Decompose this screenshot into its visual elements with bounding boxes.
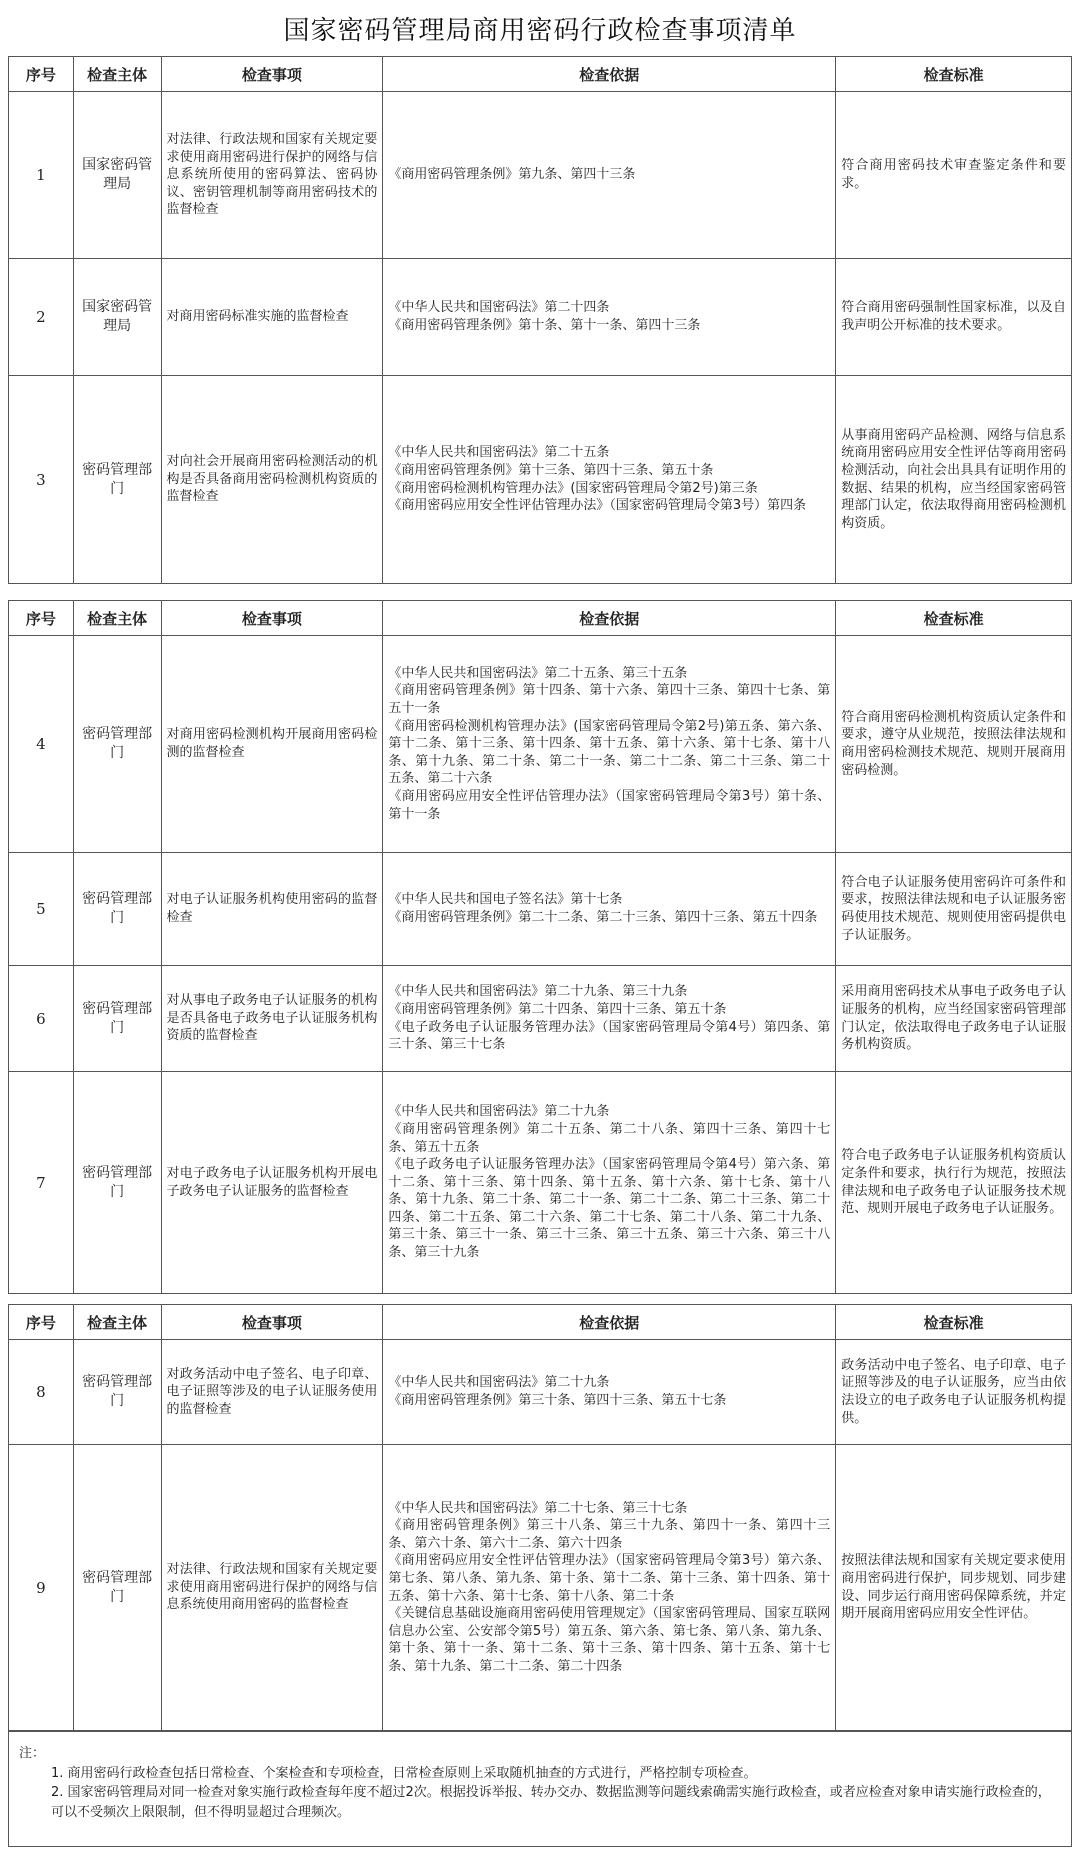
row-standard: 政务活动中电子签名、电子印章、电子证照等涉及的电子认证服务，应当由依法设立的电子政务电子认证服务机构提供。 xyxy=(836,1340,1072,1445)
row-standard: 按照法律法规和国家有关规定要求使用商用密码进行保护，同步规划、同步建设、同步运行商用密码保障系统，并定期开展商用密码应用安全性评估。 xyxy=(836,1445,1072,1731)
row-subject: 密码管理部门 xyxy=(73,1340,161,1445)
row-subject: 密码管理部门 xyxy=(73,1072,161,1294)
basis-line: 《关键信息基础设施商用密码使用管理规定》（国家密码管理局、国家互联网信息办公室、公安部令第5号）第五条、第六条、第七条、第八条、第九条、第十条、第十一条、第十二条、第十三条、第十四条、第十五条、第十七条、第十九条、第二十二条、第二十四条 xyxy=(388,1606,831,1674)
basis-line: 《商用密码管理条例》第十四条、第十六条、第四十三条、第四十七条、第五十一条 xyxy=(388,683,831,717)
row-seq: 3 xyxy=(9,376,74,584)
checklist-table-section-2 xyxy=(8,600,1072,1294)
basis-line: 《电子政务电子认证服务管理办法》（国家密码管理局令第4号）第六条、第十二条、第十三条、第十四条、第十五条、第十六条、第十七条、第十八条、第十九条、第二十条、第二十一条、第二十二条、第二十三条、第二十四条、第二十五条、第二十六条、第二十七条、第二十八条、第二十九条、第三十条、第三十一条、第三十三条、第三十五条、第三十六条、第三十八条、第三十九条 xyxy=(388,1157,831,1261)
row-basis xyxy=(383,92,836,259)
row-basis xyxy=(383,966,836,1072)
note-item: 2. 国家密码管理局对同一检查对象实施行政检查每年度不超过2次。根据投诉举报、转办交办、数据监测等问题线索确需实施行政检查，或者应检查对象申请实施行政检查的，可以不受频次上限限制，但不得明显超过合理频次。 xyxy=(51,1785,1051,1820)
row-standard: 符合商用密码强制性国家标准，以及自我声明公开标准的技术要求。 xyxy=(836,259,1072,376)
header-seq: 序号 xyxy=(9,57,74,92)
row-item: 对法律、行政法规和国家有关规定要求使用商用密码进行保护的网络与信息系统所使用的密码算法、密码协议、密钥管理机制等商用密码技术的监督检查 xyxy=(161,92,383,259)
table-row xyxy=(9,376,1072,584)
table-row xyxy=(9,853,1072,966)
basis-line: 《商用密码应用安全性评估管理办法》（国家密码管理局令第3号）第十条、第十一条 xyxy=(388,788,831,822)
row-subject: 国家密码管理局 xyxy=(73,92,161,259)
basis-line: 《中华人民共和国密码法》第二十五条 xyxy=(388,445,610,461)
header-standard: 检查标准 xyxy=(836,601,1072,636)
row-item: 对电子认证服务机构使用密码的监督检查 xyxy=(161,853,383,966)
basis-line: 《商用密码应用安全性评估管理办法》（国家密码管理局令第3号）第六条、第七条、第八条、第九条、第十条、第十二条、第十三条、第十四条、第十五条、第十六条、第十七条、第十八条、第二十条 xyxy=(388,1553,831,1604)
notes-box xyxy=(8,1731,1072,1847)
row-seq: 2 xyxy=(9,259,74,376)
table-row xyxy=(9,1340,1072,1445)
basis-line: 《商用密码检测机构管理办法》(国家密码管理局令第2号)第三条 xyxy=(388,480,758,496)
header-subject: 检查主体 xyxy=(73,1305,161,1340)
row-standard: 从事商用密码产品检测、网络与信息系统商用密码应用安全性评估等商用密码检测活动，向社会出具具有证明作用的数据、结果的机构，应当经国家密码管理部门认定，依法取得商用密码检测机构资质。 xyxy=(836,376,1072,584)
header-item: 检查事项 xyxy=(161,1305,383,1340)
row-seq: 8 xyxy=(9,1340,74,1445)
basis-line: 《商用密码管理条例》第十条、第十一条、第四十三条 xyxy=(388,318,701,333)
basis-line: 《商用密码管理条例》第二十二条、第二十三条、第四十三条、第五十四条 xyxy=(388,910,818,925)
basis-line: 《电子政务电子认证服务管理办法》（国家密码管理局令第4号）第四条、第三十条、第三十七条 xyxy=(388,1019,831,1053)
basis-line: 《商用密码管理条例》第二十四条、第四十三条、第五十条 xyxy=(388,1001,727,1017)
row-item: 对从事电子政务电子认证服务的机构是否具备电子政务电子认证服务机构资质的监督检查 xyxy=(161,966,383,1072)
row-seq: 7 xyxy=(9,1072,74,1294)
row-standard: 符合商用密码技术审查鉴定条件和要求。 xyxy=(836,92,1072,259)
row-standard: 符合电子认证服务使用密码许可条件和要求，按照法律法规和电子认证服务密码使用技术规范、规则使用密码提供电子认证服务。 xyxy=(836,853,1072,966)
basis-line: 《商用密码检测机构管理办法》(国家密码管理局令第2号)第五条、第六条、第十二条、第十三条、第十四条、第十五条、第十六条、第十七条、第十八条、第十九条、第二十条、第二十一条、第二十二条、第二十三条、第二十五条、第二十六条 xyxy=(388,718,831,787)
row-seq: 1 xyxy=(9,92,74,259)
row-subject: 密码管理部门 xyxy=(73,966,161,1072)
row-item: 对向社会开展商用密码检测活动的机构是否具备商用密码检测机构资质的监督检查 xyxy=(161,376,383,584)
table-row xyxy=(9,1445,1072,1731)
note-item: 1. 商用密码行政检查包括日常检查、个案检查和专项检查，日常检查原则上采取随机抽查的方式进行，严格控制专项检查。 xyxy=(51,1765,757,1781)
table-header-row xyxy=(9,57,1072,92)
row-seq: 9 xyxy=(9,1445,74,1731)
row-basis xyxy=(383,1445,836,1731)
basis-line: 《中华人民共和国密码法》第二十九条 xyxy=(388,1375,610,1391)
row-seq: 6 xyxy=(9,966,74,1072)
basis-line: 《商用密码管理条例》第三十条、第四十三条、第五十七条 xyxy=(388,1393,727,1408)
row-basis xyxy=(383,376,836,584)
row-subject: 密码管理部门 xyxy=(73,1445,161,1731)
basis-line: 《商用密码管理条例》第九条、第四十三条 xyxy=(388,167,636,183)
basis-line: 《中华人民共和国密码法》第二十五条、第三十五条 xyxy=(388,665,688,681)
header-basis: 检查依据 xyxy=(383,601,836,636)
table-row xyxy=(9,1072,1072,1294)
header-item: 检查事项 xyxy=(161,601,383,636)
header-seq: 序号 xyxy=(9,1305,74,1340)
row-subject: 密码管理部门 xyxy=(73,853,161,966)
table-row xyxy=(9,92,1072,259)
table-row xyxy=(9,966,1072,1072)
row-standard: 符合电子政务电子认证服务机构资质认定条件和要求，执行行为规范，按照法律法规和电子政务电子认证服务技术规范、规则开展电子政务电子认证服务。 xyxy=(836,1072,1072,1294)
row-basis xyxy=(383,259,836,376)
row-basis xyxy=(383,853,836,966)
table-header-row xyxy=(9,1305,1072,1340)
table-row xyxy=(9,636,1072,853)
row-subject: 国家密码管理局 xyxy=(73,259,161,376)
checklist-table-section-3 xyxy=(8,1304,1072,1731)
row-item: 对商用密码检测机构开展商用密码检测的监督检查 xyxy=(161,636,383,853)
row-basis xyxy=(383,1340,836,1445)
row-seq: 5 xyxy=(9,853,74,966)
header-standard: 检查标准 xyxy=(836,57,1072,92)
header-item: 检查事项 xyxy=(161,57,383,92)
page-title: 国家密码管理局商用密码行政检查事项清单 xyxy=(283,16,797,46)
row-item: 对政务活动中电子签名、电子印章、电子证照等涉及的电子认证服务使用的监督检查 xyxy=(161,1340,383,1445)
header-basis: 检查依据 xyxy=(383,57,836,92)
basis-line: 《中华人民共和国电子签名法》第十七条 xyxy=(388,892,623,908)
basis-line: 《中华人民共和国密码法》第二十四条 xyxy=(388,300,610,316)
table-header-row xyxy=(9,601,1072,636)
row-basis xyxy=(383,636,836,853)
header-basis: 检查依据 xyxy=(383,1305,836,1340)
header-subject: 检查主体 xyxy=(73,601,161,636)
row-standard: 采用商用密码技术从事电子政务电子认证服务的机构，应当经国家密码管理部门认定，依法取得电子政务电子认证服务机构资质。 xyxy=(836,966,1072,1072)
basis-line: 《商用密码管理条例》第十三条、第四十三条、第五十条 xyxy=(388,462,714,478)
basis-line: 《商用密码管理条例》第三十八条、第三十九条、第四十一条、第四十三条、第六十条、第六十二条、第六十四条 xyxy=(388,1518,831,1551)
row-subject: 密码管理部门 xyxy=(73,376,161,584)
row-seq: 4 xyxy=(9,636,74,853)
row-subject: 密码管理部门 xyxy=(73,636,161,853)
row-item: 对商用密码标准实施的监督检查 xyxy=(161,259,383,376)
row-item: 对电子政务电子认证服务机构开展电子政务电子认证服务的监督检查 xyxy=(161,1072,383,1294)
row-item: 对法律、行政法规和国家有关规定要求使用商用密码进行保护的网络与信息系统使用商用密码的监督检查 xyxy=(161,1445,383,1731)
basis-line: 《中华人民共和国密码法》第二十九条 xyxy=(388,1104,610,1120)
notes-label: 注： xyxy=(19,1746,46,1761)
basis-line: 《中华人民共和国密码法》第二十九条、第三十九条 xyxy=(388,984,688,1000)
row-basis xyxy=(383,1072,836,1294)
checklist-table-section-1 xyxy=(8,56,1072,584)
header-subject: 检查主体 xyxy=(73,57,161,92)
table-row xyxy=(9,259,1072,376)
basis-line: 《商用密码应用安全性评估管理办法》（国家密码管理局令第3号）第四条 xyxy=(388,498,807,514)
header-seq: 序号 xyxy=(9,601,74,636)
basis-line: 《中华人民共和国密码法》第二十七条、第三十七条 xyxy=(388,1500,688,1516)
header-standard: 检查标准 xyxy=(836,1305,1072,1340)
row-standard: 符合商用密码检测机构资质认定条件和要求，遵守从业规范，按照法律法规和商用密码检测技术规范、规则开展商用密码检测。 xyxy=(836,636,1072,853)
basis-line: 《商用密码管理条例》第二十五条、第二十八条、第四十三条、第四十七条、第五十五条 xyxy=(388,1121,831,1155)
